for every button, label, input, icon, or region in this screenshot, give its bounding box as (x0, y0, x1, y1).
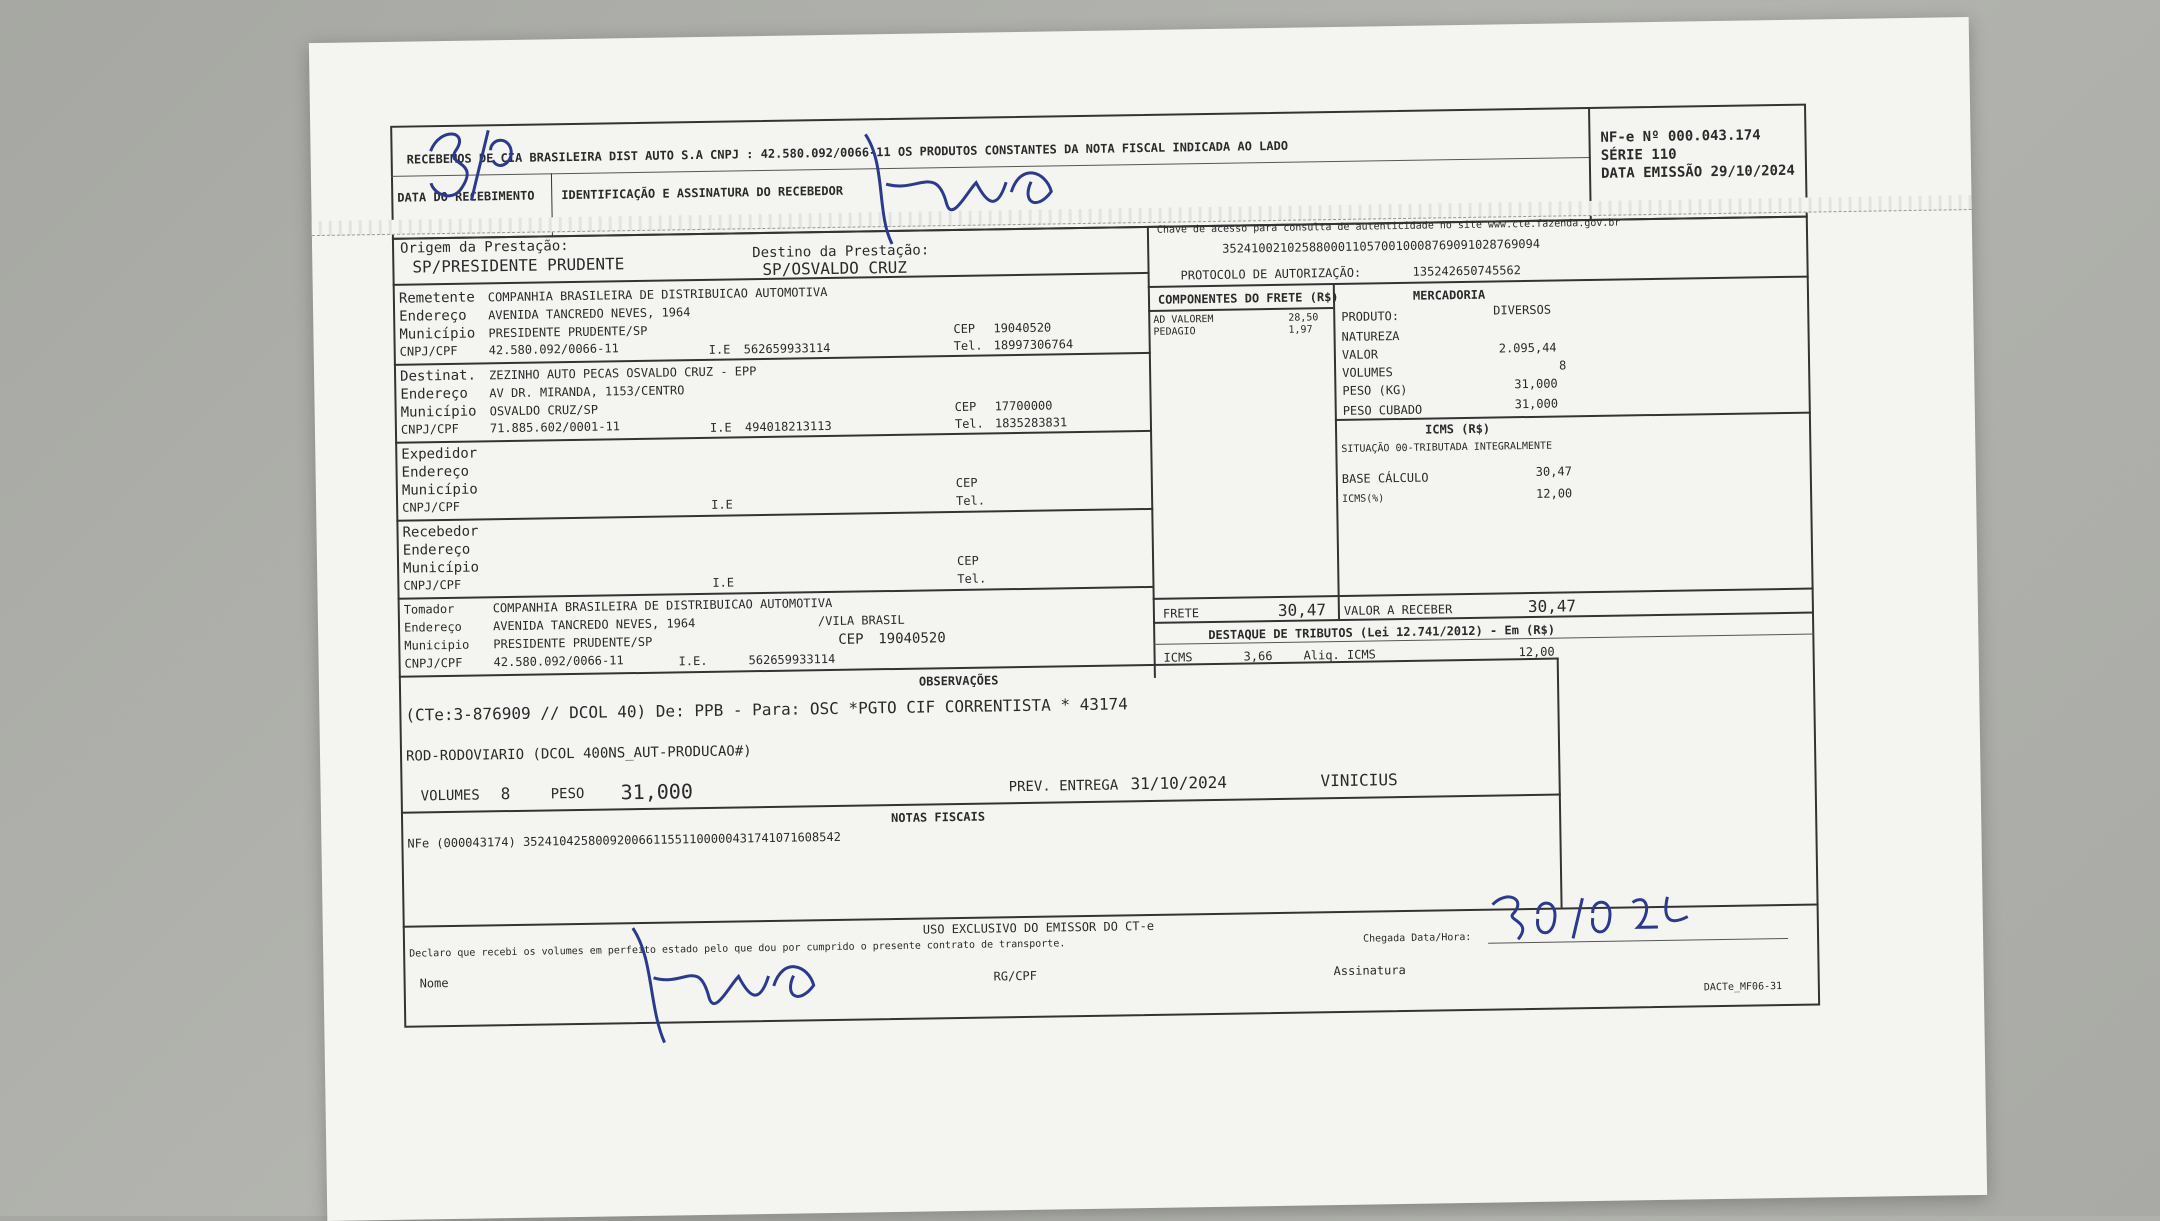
receipt-date-label: DATA DO RECEBIMENTO (397, 188, 535, 205)
frete-value: 30,47 (1277, 600, 1327, 620)
peso-value: 31,000 (1514, 376, 1558, 392)
nfe-emissao: DATA EMISSÃO 29/10/2024 (1600, 162, 1796, 182)
frete-label: FRETE (1162, 606, 1200, 621)
tributos-aliq-label: Aliq. ICMS (1303, 647, 1376, 663)
recebedor-addr-label: Endereço (402, 541, 471, 559)
aliq-label: ICMS(%) (1342, 493, 1385, 505)
peso-label: PESO (KG) (1342, 382, 1408, 398)
icms-title: ICMS (R$) (1424, 421, 1491, 437)
obs-title: OBSERVAÇÕES (918, 673, 999, 689)
dest-tel: 1835283831 (994, 415, 1068, 431)
tomador-bairro: /VILA BRASIL (817, 612, 905, 629)
tomador-addr: AVENIDA TANCREDO NEVES, 1964 (492, 616, 696, 634)
valor-receber-value: 30,47 (1527, 596, 1577, 617)
remetente-tel-label: Tel. (953, 338, 983, 354)
receipt-text: RECEBEMOS DE CIA BRASILEIRA DIST AUTO S.A CNPJ : 42.580.092/0066-11 OS PRODUTOS CONSTANTES DA NOTA FISCAL INDICADA AO LADO (406, 138, 1289, 167)
recebedor-ie-label: I.E (712, 575, 735, 590)
uso-rg: RG/CPF (993, 968, 1038, 984)
expedidor-addr-label: Endereço (401, 463, 470, 481)
uso-assinatura: Assinatura (1333, 962, 1406, 979)
recebedor-cnpj-label: CNPJ/CPF (403, 577, 462, 593)
dest-label: Destino da Prestação: (752, 242, 930, 262)
protocol-number: 135242650745562 (1412, 263, 1522, 279)
component-value: 1,97 (1288, 324, 1313, 336)
volumes-value: 8 (1558, 358, 1567, 373)
dacte-document (309, 17, 1987, 1221)
component-value: 28,50 (1288, 312, 1319, 324)
handwritten-arrival-date (1482, 881, 1703, 954)
remetente-ie-label: I.E (708, 342, 731, 357)
tributos-aliq-value: 12,00 (1518, 644, 1555, 660)
tomador-addr-label: Endereço (403, 619, 462, 635)
recebedor-mun-label: Município (402, 559, 480, 577)
obs-line2: ROD-RODOVIARIO (DCOL 400NS_AUT-PRODUCAO#) (405, 743, 752, 765)
remetente-addr-label: Endereço (399, 307, 467, 325)
tributos-icms-label: ICMS (1163, 650, 1193, 665)
receipt-id-label: IDENTIFICAÇÃO E ASSINATURA DO RECEBEDOR (561, 183, 844, 203)
remetente-addr: AVENIDA TANCREDO NEVES, 1964 (488, 305, 691, 323)
notas-line: NFe (000043174) 35241042580092006611551100000431741071608542 (407, 829, 841, 851)
obs-line1: (CTe:3-876909 // DCOL 40) De: PPB - Para: OSC *PGTO CIF CORRENTISTA * 43174 (405, 694, 1128, 725)
recebedor-cep-label: CEP (956, 553, 979, 568)
tomador-mun: PRESIDENTE PRUDENTE/SP (493, 634, 653, 652)
dest-addr: AV DR. MIRANDA, 1153/CENTRO (489, 383, 685, 401)
peso-cubado-value: 31,000 (1514, 396, 1559, 412)
icms-situacao: SITUAÇÃO 00-TRIBUTADA INTEGRALMENTE (1341, 440, 1553, 455)
dest-value: SP/OSVALDO CRUZ (762, 257, 908, 280)
prev-value: 31/10/2024 (1130, 772, 1228, 794)
form-code: DACTe_MF06-31 (1703, 981, 1783, 994)
dest-mun: OSVALDO CRUZ/SP (489, 402, 599, 419)
tomador-cnpj-label: CNPJ/CPF (404, 655, 463, 671)
base-value: 30,47 (1535, 464, 1572, 479)
mercadoria-title: MERCADORIA (1412, 287, 1486, 303)
protocol-label: PROTOCOLO DE AUTORIZAÇÃO: (1180, 265, 1362, 283)
remetente-mun: PRESIDENTE PRUDENTE/SP (488, 323, 648, 341)
obs-volumes: 8 (500, 784, 511, 804)
dest-cnpj-label: CNPJ/CPF (400, 421, 459, 437)
nfe-number: NF-e Nº 000.043.174 (1600, 127, 1761, 146)
valor-receber-label: VALOR A RECEBER (1343, 602, 1453, 618)
tomador-cnpj: 42.580.092/0066-11 (493, 653, 624, 670)
dest-ie-label: I.E (709, 420, 732, 435)
origin-label: Origem da Prestação: (399, 238, 569, 257)
remetente-name: COMPANHIA BRASILEIRA DE DISTRIBUICAO AUTOMOTIVA (487, 284, 828, 305)
obs-volumes-label: VOLUMES (420, 787, 480, 805)
remetente-cnpj: 42.580.092/0066-11 (488, 341, 619, 358)
tributos-icms-value: 3,66 (1243, 649, 1273, 664)
expedidor-mun-label: Município (401, 481, 478, 499)
dest-name: ZEZINHO AUTO PECAS OSVALDO CRUZ - EPP (488, 364, 757, 383)
access-key: 35241002102588000110570010008769091028769094 (1222, 236, 1541, 256)
expedidor-label: Expedidor (401, 445, 478, 463)
uso-title: USO EXCLUSIVO DO EMISSOR DO CT-e (922, 918, 1155, 937)
remetente-cep-label: CEP (953, 321, 976, 337)
recipient-signature (845, 121, 1077, 255)
expedidor-tel-label: Tel. (956, 493, 986, 508)
tomador-label: Tomador (403, 601, 455, 617)
dest-cnpj: 71.885.602/0001-11 (489, 419, 621, 436)
obs-peso: 31,000 (620, 779, 694, 805)
access-label: Chave de acesso para consulta de autenticidade no site www.cte.fazenda.gov.br (1156, 217, 1621, 236)
remetente-label: Remetente (398, 289, 475, 307)
dest-addr-label: Endereço (400, 385, 468, 403)
remetente-ie: 562659933114 (743, 340, 831, 357)
component-label: AD VALOREM (1153, 313, 1214, 326)
volumes-label: VOLUMES (1342, 365, 1393, 380)
nfe-serie: SÉRIE 110 (1600, 146, 1677, 164)
origin-value: SP/PRESIDENTE PRUDENTE (412, 254, 625, 277)
dest-tel-label: Tel. (954, 416, 984, 432)
handwritten-date (410, 110, 532, 222)
tomador-ie: 562659933114 (748, 651, 836, 668)
produto-label: PRODUTO: (1341, 309, 1400, 324)
tomador-mun-label: Municipio (404, 637, 470, 653)
tomador-ie-label: I.E. (678, 653, 708, 669)
peso-cubado-label: PESO CUBADO (1342, 402, 1423, 418)
tomador-name: COMPANHIA BRASILEIRA DE DISTRIBUICAO AUTOMOTIVA (492, 595, 833, 616)
expedidor-cnpj-label: CNPJ/CPF (402, 499, 461, 515)
remetente-cnpj-label: CNPJ/CPF (399, 343, 458, 359)
componentes-title: COMPONENTES DO FRETE (R$) (1157, 289, 1339, 307)
obs-peso-label: PESO (550, 785, 585, 803)
recebedor-label: Recebedor (402, 523, 479, 541)
aliq-value: 12,00 (1535, 486, 1573, 501)
tomador-cep-label: CEP (838, 631, 864, 648)
remetente-mun-label: Município (399, 325, 476, 343)
natureza-label: NATUREZA (1341, 329, 1400, 344)
notas-title: NOTAS FISCAIS (890, 809, 986, 826)
operator-name: VINICIUS (1320, 770, 1398, 791)
uso-nome: Nome (419, 976, 449, 991)
expedidor-cep-label: CEP (955, 475, 978, 491)
recebedor-tel-label: Tel. (957, 571, 987, 586)
remetente-cep: 19040520 (993, 320, 1052, 336)
component-label: PEDAGIO (1153, 326, 1196, 338)
uso-declaro: Declaro que recebi os volumes em perfeito estado pelo que dou por cumprido o presente contrato de transporte. (409, 938, 1066, 960)
valor-value: 2.095,44 (1498, 340, 1557, 356)
prev-label: PREV. ENTREGA (1008, 777, 1119, 796)
receiver-signature (623, 915, 825, 1048)
uso-chegada: Chegada Data/Hora: (1362, 931, 1472, 945)
remetente-tel: 18997306764 (993, 337, 1074, 353)
dest-cep-label: CEP (954, 399, 977, 415)
produto-value: DIVERSOS (1493, 302, 1552, 318)
expedidor-ie-label: I.E (711, 497, 733, 512)
tomador-cep: 19040520 (878, 630, 946, 648)
dest-ie: 494018213113 (744, 418, 832, 435)
dest-mun-label: Município (400, 403, 477, 421)
base-label: BASE CÁLCULO (1341, 470, 1429, 486)
tributos-title: DESTAQUE DE TRIBUTOS (Lei 12.741/2012) - Em (R$) (1208, 622, 1556, 643)
dest-cep: 17700000 (994, 398, 1053, 414)
dest-block-label: Destinat. (399, 367, 477, 385)
valor-label: VALOR (1341, 347, 1379, 362)
